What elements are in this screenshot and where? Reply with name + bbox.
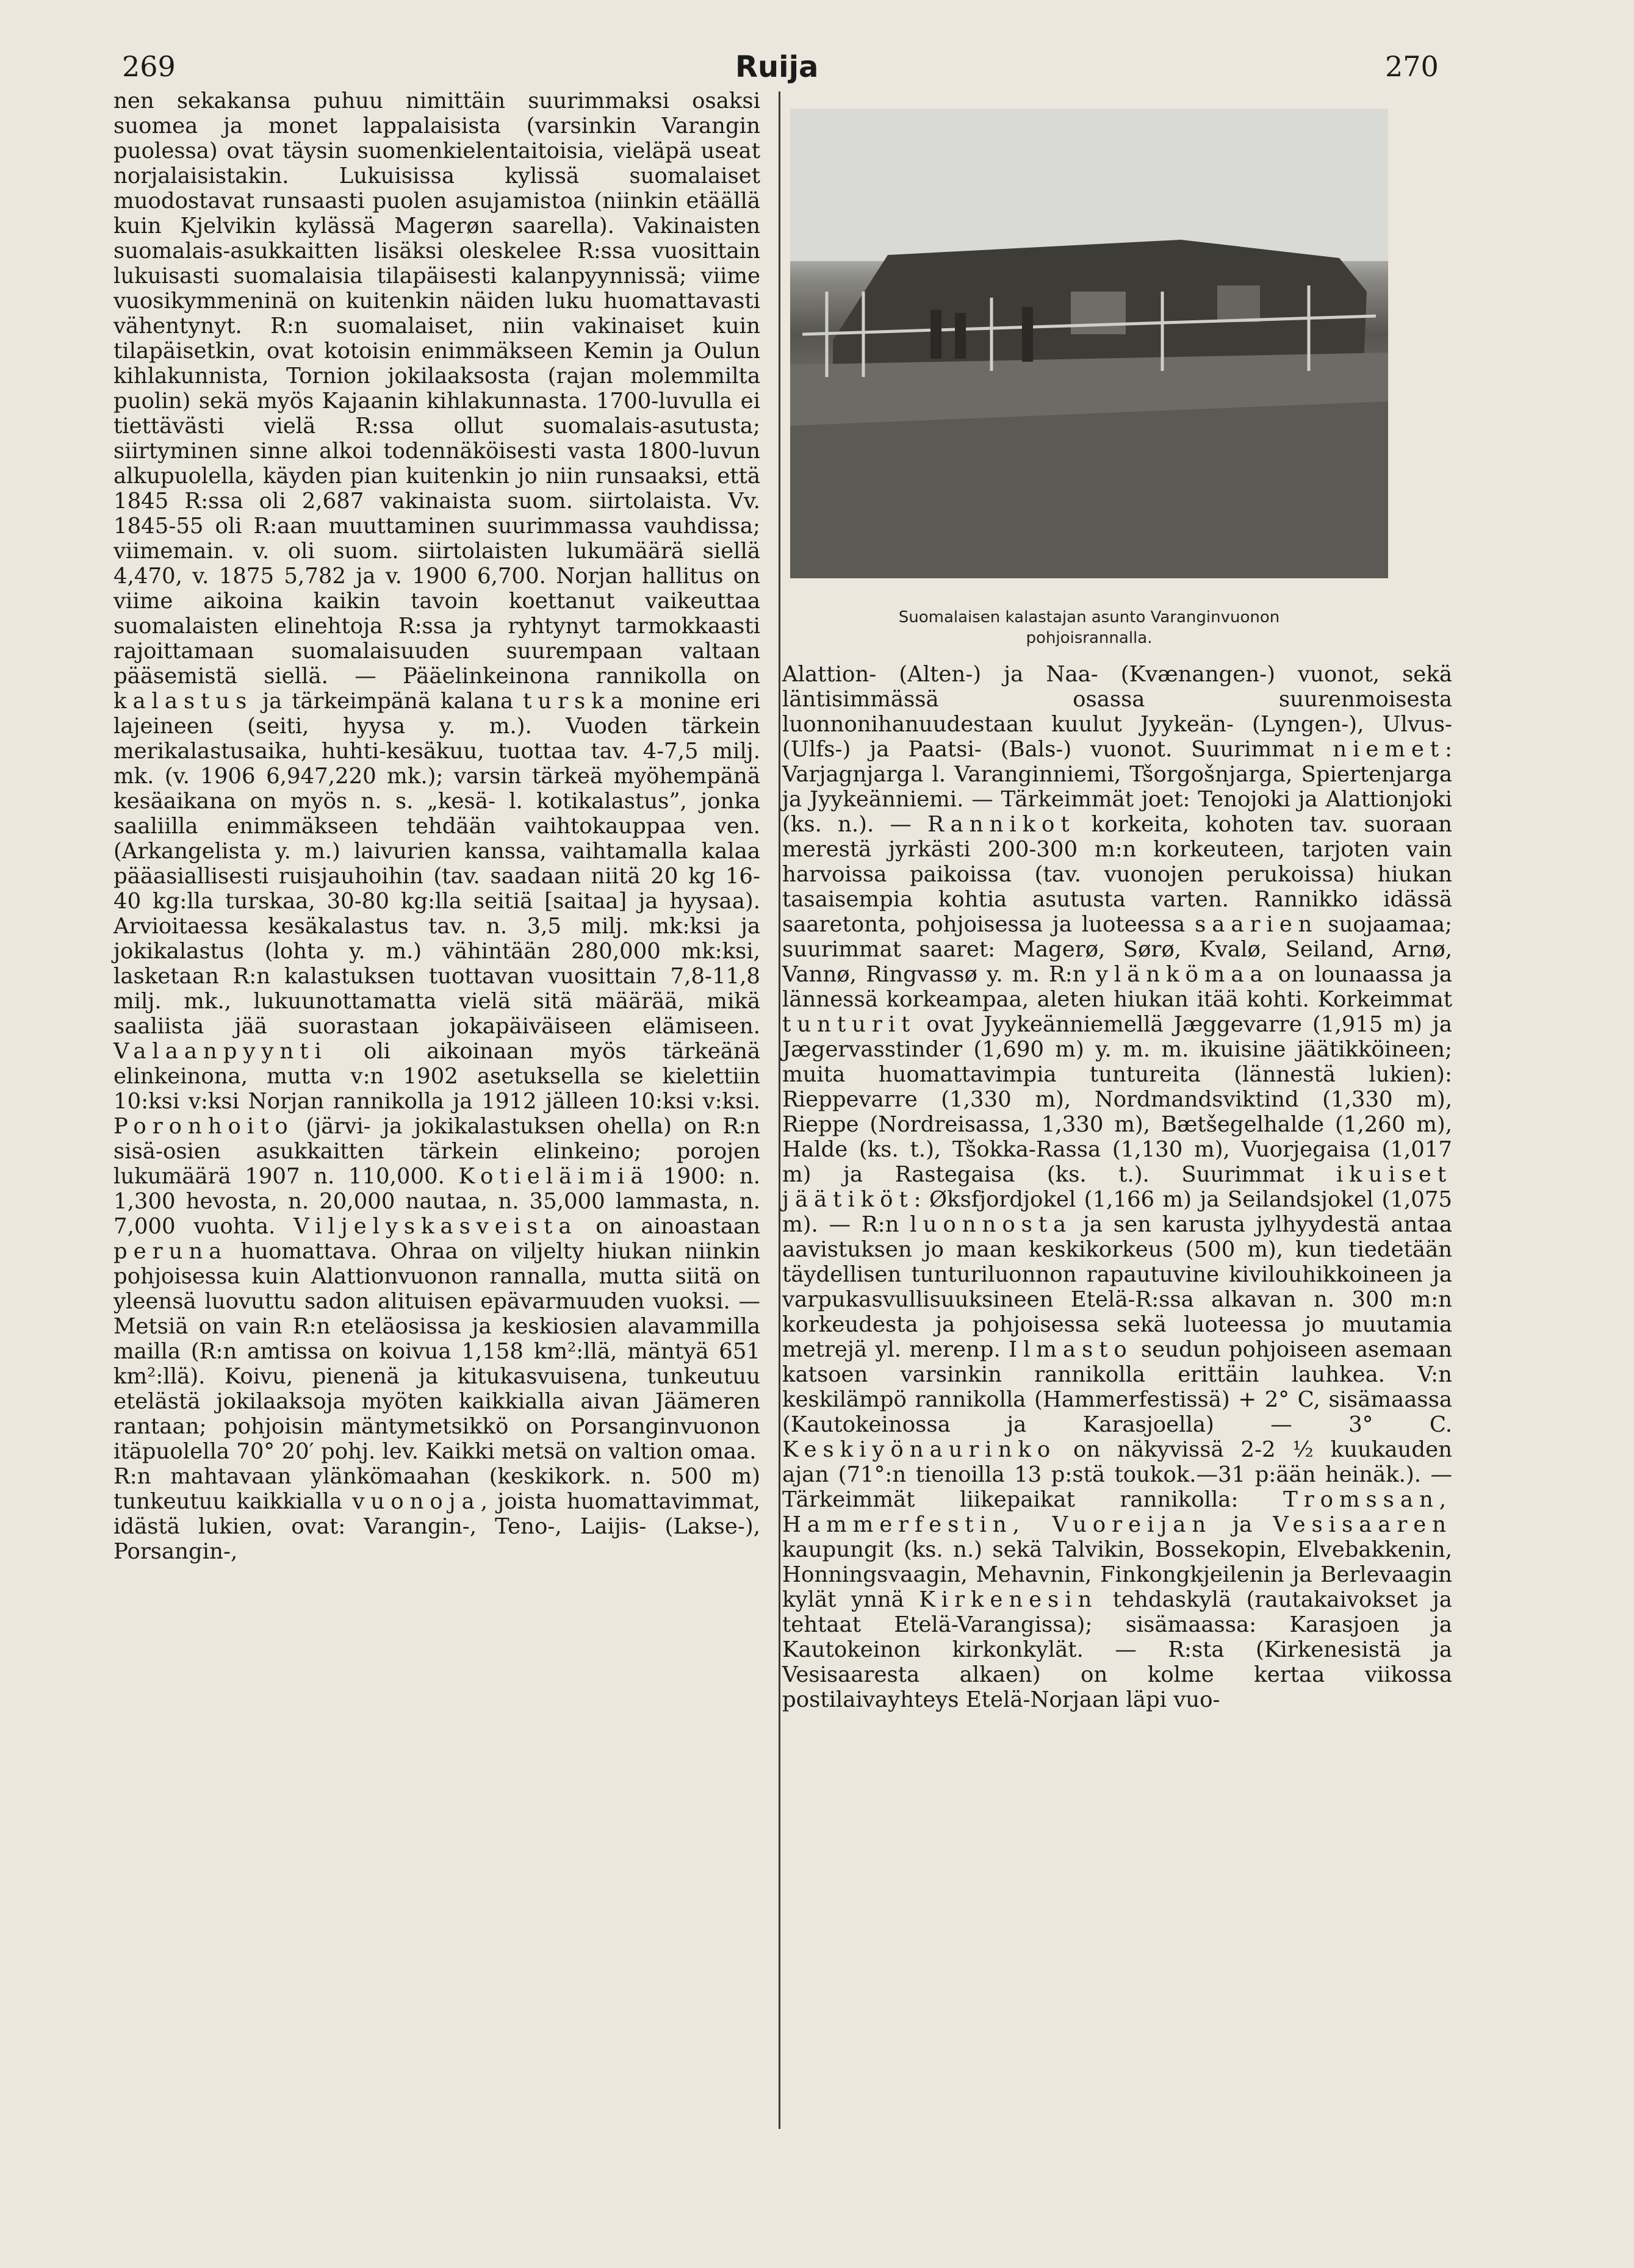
text: on lounaassa ja lännessä korkeampaa, aleten hiukan itää kohti. Korkeimmat [782, 962, 1452, 1012]
figure-caption [793, 607, 1385, 648]
text: monine eri lajeineen (seiti, hyysa y. m.). Vuoden tärkein merikalastusaika, huhti-kesäkuu, tuottaa tav. 4-7,5 milj. mk. (v. 1906 6,947,220 mk.); varsin tärkeä myöhempänä kesäaikana on myös n. s. „kesä- l. kotikalastus”, jonka saaliilla enimmäkseen tehdään vaihtokauppaa ven. (Arkangelista y. m.) laivurien kanssa, vaihtamalla kalaa pääasiallisesti ruisjauhoihin (tav. saadaan niitä 20 kg 16-40 kg:lla turskaa, 30-80 kg:lla seitiä [saitaa] ja hyysaa). Arvioitaessa kesäkalastus tav. n. 3,5 milj. mk:ksi ja jokikalastus (lohta y. m.) vähintään 280,000 mk:ksi, lasketaan R:n kalastuksen tuottavan vuosittain 7,8-11,8 milj. mk., lukuunottamatta vielä sitä määrää, mikä saaliista jää suorastaan jokapäiväiseen elämiseen. [113, 689, 760, 1039]
text: : Øksfjordjokel (1,166 m) ja Seilandsjokel (1,075 m). — R:n [782, 1187, 1452, 1237]
spaced-term: saarien [1195, 912, 1319, 937]
spaced-term: Valaanpyynti [113, 1039, 328, 1064]
spaced-term: Kotieläimiä [458, 1164, 650, 1189]
column-divider [779, 92, 780, 2129]
text: 1900: n. 1,300 hevosta, n. 20,000 nautaa, n. 35,000 lammasta, n. 7,000 vuohta. [113, 1164, 760, 1239]
right-column [782, 662, 1452, 1712]
fisherman-house-photo [790, 109, 1388, 578]
text: ja tärkeimpänä kalana [262, 689, 514, 714]
paragraph [113, 88, 760, 1464]
spaced-term: turska [523, 689, 630, 714]
spaced-term: Kirkenesin [919, 1587, 1098, 1612]
text: ovat Jyykeänniemellä Jæggevarre (1,915 m) ja Jægervasstinder (1,690 m) y. m. m. ikuisine jäätikköineen; muita huomattavimpia tuntureita (lännestä lukien): Rieppevarre (1,330 m), Nordmandsviktind (1,330 m), Rieppe (Nordreisassa, 1,330 m), Bætšegelhalde (1,260 m), Halde (ks. t.), Tšokka-Rassa (1,130 m), Vuorjegaisa (1,017 m) ja Rastegaisa (ks. t.). Suurimmat [782, 1012, 1452, 1187]
spaced-term: Keskiyönaurinko [782, 1437, 1057, 1462]
page-number-left: 269 [122, 50, 176, 83]
caption-line: Suomalaisen kalastajan asunto Varanginvuonon [898, 608, 1280, 626]
spaced-term: vuonoja [352, 1489, 481, 1514]
text: tehdaskylä (rautakaivokset ja tehtaat Etelä-Varangissa); sisämaassa: Karasjoen ja Kautokeinon kirkonkylät. — R:sta (Kirkenesistä ja Vesisaaresta alkaen) on kolme kertaa viikossa postilaivayhteys Etelä-Norjaan läpi vuo- [782, 1587, 1452, 1712]
text: Alattion- (Alten-) ja Naa- (Kvænangen-) vuonot, sekä läntisimmässä osassa suurenmoisesta luonnonihanuudestaan kuulut Jyykeän- (Lyngen-), Ulvus- (Ulfs-) ja Paatsi- (Bals-) vuonot. Suurimmat [782, 662, 1452, 762]
text: ja [1233, 1512, 1253, 1537]
page-number-right: 270 [1385, 50, 1439, 83]
spaced-term: ylänkömaa [1095, 962, 1269, 987]
text: (järvi- ja jokikalastuksen ohella) on R:n sisä-osien asukkaitten tärkein elinkeino; porojen lukumäärä 1907 n. 110,000. [113, 1114, 760, 1189]
text: on ainoastaan [596, 1214, 760, 1239]
text: on näkyvissä 2-2 ½ kuukauden ajan (71°:n tienoilla 13 p:stä toukok.—31 p:ään heinäk.). — Tärkeimmät liikepaikat rannikolla: [782, 1437, 1452, 1512]
running-title: Ruija [735, 50, 819, 84]
spaced-term: Poronhoito [113, 1114, 294, 1139]
paragraph [113, 1464, 760, 1564]
spaced-term: ikuiset jäätiköt [782, 1162, 1452, 1212]
text: R:n mahtavaan ylänkömaahan (keskikork. n. 500 m) tunkeutuu kaikkialla [113, 1464, 760, 1514]
text: korkeita, kohoten tav. suoraan merestä jyrkästi 200-300 m:n korkeuteen, tarjoten vain harvoissa paikoissa (tav. vuonojen perukoissa) hiukan tasaisempia kohtia asutusta varten. Rannikko idässä saaretonta, pohjoisessa ja luoteessa [782, 812, 1452, 937]
spaced-term: niemet [1333, 737, 1445, 762]
text: huomattava. Ohraa on viljelty hiukan niinkin pohjoisessa kuin Alattionvuonon rannalla, mutta siitä on yleensä luovuttu sadon alituisen epävarmuuden vuoksi. — Metsiä on vain R:n eteläosissa ja keskiosien alavammilla mailla (R:n amtissa on koivua 1,158 km²:llä, mäntyä 651 km²:llä). Koivu, pienenä ja kitukasvuisena, tunkeutuu etelästä jokilaaksoja myöten kaikkialla aivan Jäämeren rantaan; pohjoisin mäntymetsikkö on Porsanginvuonon itäpuolella 70° 20′ pohj. lev. Kaikki metsä on valtion omaa. [113, 1239, 760, 1464]
spaced-term: Tromssan, Hammerfestin, Vuoreijan [782, 1487, 1452, 1537]
text: , joista huomattavimmat, idästä lukien, ovat: Varangin-, Teno-, Laijis- (Lakse-), Porsangin-, [113, 1489, 760, 1564]
spaced-term: Rannikot [927, 812, 1076, 837]
spaced-term: Vesisaaren [1273, 1512, 1452, 1537]
text: seudun pohjoiseen asemaan katsoen varsinkin rannikolla erittäin lauhkea. V:n keskilämpö rannikolla (Hammerfestissä) + 2° C, sisämaassa (Kautokeinossa ja Karasjoella) — 3° C. [782, 1337, 1452, 1437]
spaced-term: kalastus [113, 689, 253, 714]
text: oli aikoinaan myös tärkeänä elinkeinona, mutta v:n 1902 asetuksella se kielettiin 10:ksi v:ksi Norjan rannikolla ja 1912 jälleen 10:ksi v:ksi. [113, 1039, 760, 1114]
photograph [790, 109, 1388, 578]
spaced-term: peruna [113, 1239, 228, 1264]
paragraph [782, 662, 1452, 1712]
spaced-term: tunturit [782, 1012, 916, 1037]
text: : Varjagnjarga l. Varanginniemi, Tšorgošnjarga, Spiertenjarga ja Jyykeänniemi. — Tärkeimmät joet: Tenojoki ja Alattionjoki (ks. n.). — [782, 737, 1452, 837]
spaced-term: Viljelyskasveista [293, 1214, 578, 1239]
text: suojaamaa; suurimmat saaret: Magerø, Sørø, Kvalø, Seiland, Arnø, Vannø, Ringvassø y. m. R:n [782, 912, 1453, 987]
text: kaupungit (ks. n.) sekä Talvikin, Bossekopin, Elvebakkenin, Honningsvaagin, Mehavnin, Finkongkjeilenin ja Berlevaagin kylät ynnä [782, 1537, 1452, 1612]
text: nen sekakansa puhuu nimittäin suurimmaksi osaksi suomea ja monet lappalaisista (varsinkin Varangin puolessa) ovat täysin suomenkielentaitoisia, vieläpä useat norjalaisistakin. Lukuisissa kylissä suomalaiset muodostavat runsaasti puolen asujamistoa (niinkin etäällä kuin Kjelvikin kylässä Magerøn saarella). Vakinaisten suomalais-asukkaitten lisäksi oleskelee R:ssa vuosittain lukuisasti suomalaisia tilapäisesti kalanpyynnissä; viime vuosikymmeninä on kuitenkin näiden luku huomattavasti vähentynyt. R:n suomalaiset, niin vakinaiset kuin tilapäisetkin, ovat kotoisin enimmäkseen Kemin ja Oulun kihlakunnista, Tornion jokilaaksosta (rajan molemmilta puolin) sekä myös Kajaanin kihlakunnasta. 1700-luvulla ei tiettävästi vielä R:ssa ollut suomalais-asutusta; siirtyminen sinne alkoi todennäköisesti vasta 1800-luvun alkupuolella, käyden pian kuitenkin jo niin runsaaksi, että 1845 R:ssa oli 2,687 vakinaista suom. siirtolaista. Vv. 1845-55 oli R:aan muuttaminen suurimmassa vauhdissa; viimemain. v. oli suom. siirtolaisten lukumäärä siellä 4,470, v. 1875 5,782 ja v. 1900 6,700. Norjan hallitus on viime aikoina kaikin tavoin koettanut vaikeuttaa suomalaisten elinehtoja R:ssa ja ryhtynyt tarmokkaasti rajoittamaan suomalaisuuden suurempaan valtaan pääsemistä siellä. — Pääelinkeinona rannikolla on [113, 88, 760, 689]
spaced-term: luonnosta [910, 1212, 1073, 1237]
left-column [113, 88, 760, 1564]
spaced-term: Ilmasto [1009, 1337, 1133, 1362]
text: ja sen karusta jylhyydestä antaa aavistuksen jo maan keskikorkeus (500 m), kun tiedetään täydellisen tunturiluonnon rapautuvine kivilouhikkoineen ja varpukasvullisuuksineen Etelä-R:ssa alkavan n. 300 m:n korkeudesta ja pohjoisessa sekä luoteessa jo muutamia metrejä yl. merenp. [782, 1212, 1452, 1362]
caption-line: pohjoisrannalla. [1026, 629, 1153, 647]
